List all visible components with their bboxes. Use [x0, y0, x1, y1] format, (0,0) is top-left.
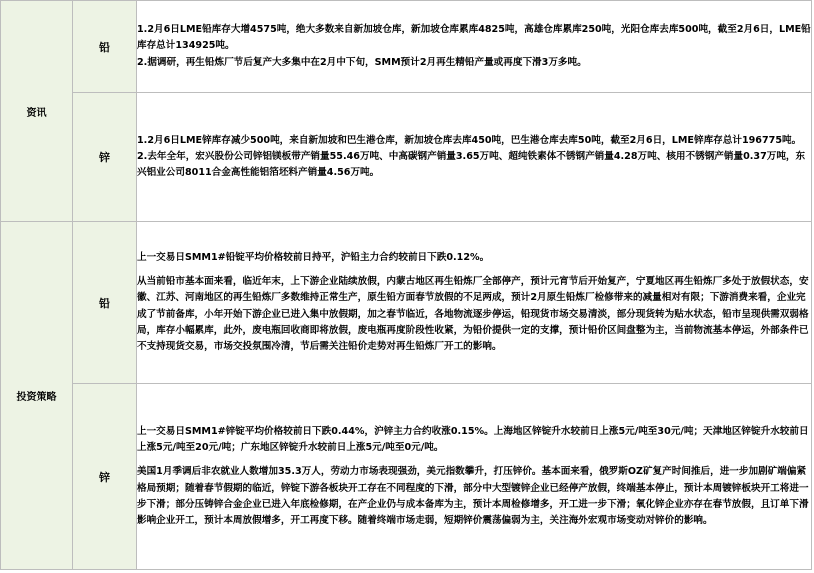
- paragraph: 上一交易日SMM1#铅锭平均价格较前日持平，沪铅主力合约较前日下跌0.12%。: [137, 251, 490, 263]
- news-zinc-content: [137, 93, 812, 222]
- paragraph: 上一交易日SMM1#锌锭平均价格较前日下跌0.44%，沪锌主力合约收涨0.15%。上海地区锌锭升水较前日上涨5元/吨至30元/吨；天津地区锌锭升水较前日上涨5元/吨至20元/吨；广东地区锌锭升水较前日上涨5元/吨至0元/吨。: [137, 425, 809, 454]
- table-row: [1, 384, 812, 570]
- paragraph: 1.2月6日LME铅库存大增4575吨，绝大多数来自新加坡仓库，新加坡仓库累库4825吨，高雄仓库累库250吨，光阳仓库去库500吨，截至2月6日，LME铅库存总计134925吨。: [137, 24, 811, 52]
- metal-label-lead: 铅: [73, 1, 137, 93]
- section-label-strategy: 投资策略: [1, 222, 73, 570]
- table-row: [1, 1, 812, 93]
- strategy-lead-content: [137, 222, 812, 384]
- section-label-news: 资讯: [1, 1, 73, 222]
- paragraph: 美国1月季调后非农就业人数增加35.3万人，劳动力市场表现强劲，美元指数攀升，打压锌价。基本面来看，俄罗斯OZ矿复产时间推后，进一步加剧矿端偏紧格局预期；随着春节假期的临近，锌锭下游各板块开工存在不同程度的下滑，部分中大型镀锌企业已经停产放假，终端基本停止，预计本周镀锌板块开工将进一步下滑；部分压铸锌合金企业已进入年底检修期，在产企业仍与成本备库为主，预计本周检修增多，开工进一步下滑；氧化锌企业亦存在春节放假，且订单下滑影响企业开工，预计本周放假增多，开工再度下移。随着终端市场走弱，短期锌价震荡偏弱为主，关注海外宏观市场变动对锌价的影响。: [137, 466, 809, 526]
- paragraph: 从当前铅市基本面来看，临近年末，上下游企业陆续放假，内蒙古地区再生铅炼厂全部停产，预计元宵节后开始复产，宁夏地区再生铅炼厂多处于放假状态，安徽、江苏、河南地区的再生铅炼厂多数维持正常生产，原生铅方面春节放假的不足两成，预计2月原生铅炼厂检修带来的减量相对有限；下游消费来看，企业完成了节前备库，小年开始下游企业已进入集中放假期，加之春节临近，各地物流逐步停运，铅现货市场交易清淡，部分现货转为贴水状态，铅市呈现供需双弱格局，库存小幅累库，此外，废电瓶回收商即将放假，废电瓶再度阶段性收紧，为铅价提供一定的支撑，预计铅价区间盘整为主，当前物流基本停运，外部条件已不支持现货交易，市场交投氛围冷清，节后需关注铅价走势对再生铅炼厂开工的影响。: [137, 276, 809, 352]
- paragraph: 1.2月6日LME锌库存减少500吨，来自新加坡和巴生港仓库，新加坡仓库去库450吨，巴生港仓库去库50吨，截至2月6日，LME锌库存总计196775吨。: [137, 134, 802, 146]
- metal-label-zinc: 锌: [73, 93, 137, 222]
- table-row: [1, 93, 812, 222]
- paragraph: 2.据调研，再生铅炼厂节后复产大多集中在2月中下旬，SMM预计2月再生精铅产量或再度下滑3万多吨。: [137, 56, 587, 68]
- strategy-zinc-content: [137, 384, 812, 570]
- metal-label-lead: 铅: [73, 222, 137, 384]
- metal-label-zinc: 锌: [73, 384, 137, 570]
- table-row: [1, 222, 812, 384]
- news-lead-content: [137, 1, 812, 93]
- paragraph: 2.去年全年，宏兴股份公司锌铝镁板带产销量55.46万吨、中高碳钢产销量3.65万吨、超纯铁素体不锈钢产销量4.28万吨、核用不锈钢产销量0.37万吨，东兴铝业公司8011合金高性能铝箔坯料产销量4.56万吨。: [137, 150, 806, 179]
